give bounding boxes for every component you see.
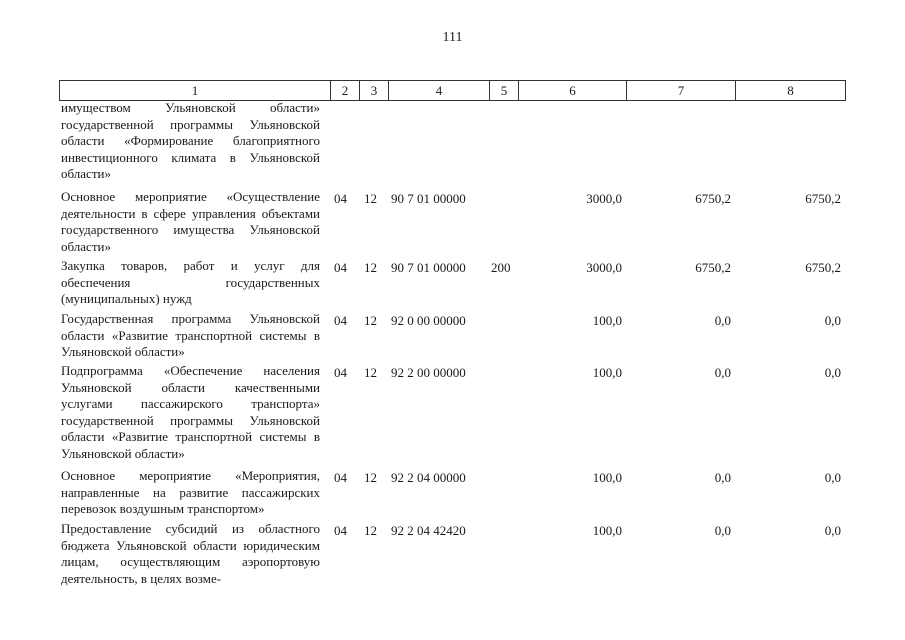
row-description: Подпрограмма «Обеспечение населения Ульяновской области качественными услугами пассажирского транспорта» государственной программы Ульяновской области «Развитие транспортной системы в Ульяновской области» (61, 363, 320, 461)
row-expense-type: 200 (491, 260, 511, 275)
row-description: Государственная программа Ульяновской области «Развитие транспортной системы в Ульяновской области» (61, 311, 320, 359)
row-amount-1: 3000,0 (586, 260, 622, 275)
row-section: 04 (334, 470, 347, 485)
row-target-code: 92 2 04 00000 (391, 470, 466, 485)
row-description: Основное мероприятие «Мероприятия, направленные на развитие пассажирских перевозок воздушным транспортом» (61, 468, 320, 516)
page-number: 111 (442, 30, 463, 45)
row-amount-3: 6750,2 (805, 191, 841, 206)
row-amount-2: 0,0 (714, 523, 731, 538)
header-col-2: 2 (331, 81, 360, 100)
row-amount-3: 6750,2 (805, 260, 841, 275)
row-section: 04 (334, 260, 347, 275)
row-amount-3: 0,0 (824, 365, 841, 380)
row-amount-1: 100,0 (592, 313, 622, 328)
row-target-code: 92 0 00 00000 (391, 313, 466, 328)
row-target-code: 92 2 04 42420 (391, 523, 466, 538)
row-section: 04 (334, 523, 347, 538)
row-subsection: 12 (364, 191, 377, 206)
row-target-code: 92 2 00 00000 (391, 365, 466, 380)
row-section: 04 (334, 313, 347, 328)
row-amount-3: 0,0 (824, 470, 841, 485)
row-subsection: 12 (364, 313, 377, 328)
header-col-6: 6 (519, 81, 627, 100)
row-amount-1: 3000,0 (586, 191, 622, 206)
row-subsection: 12 (364, 523, 377, 538)
row-amount-2: 0,0 (714, 365, 731, 380)
row-target-code: 90 7 01 00000 (391, 191, 466, 206)
row-description: Закупка товаров, работ и услуг для обеспечения государственных (муниципальных) нужд (61, 258, 320, 306)
header-col-7: 7 (627, 81, 736, 100)
row-subsection: 12 (364, 260, 377, 275)
row-target-code: 90 7 01 00000 (391, 260, 466, 275)
row-subsection: 12 (364, 470, 377, 485)
row-amount-2: 0,0 (714, 470, 731, 485)
header-col-3: 3 (360, 81, 389, 100)
row-description: имуществом Ульяновской области» государственной программы Ульяновской области «Формирование благоприятного инвестиционного климата в Ульяновской области» (61, 100, 320, 181)
row-amount-1: 100,0 (592, 365, 622, 380)
header-col-8: 8 (787, 83, 794, 98)
table-header (59, 80, 846, 101)
header-col-4: 4 (389, 81, 490, 100)
row-subsection: 12 (364, 365, 377, 380)
row-amount-3: 0,0 (824, 313, 841, 328)
row-amount-3: 0,0 (824, 523, 841, 538)
row-amount-2: 6750,2 (695, 191, 731, 206)
row-description: Основное мероприятие «Осуществление деятельности в сфере управления объектами государственного имущества Ульяновской области» (61, 189, 320, 254)
row-section: 04 (334, 191, 347, 206)
header-col-5: 5 (490, 81, 519, 100)
row-amount-2: 0,0 (714, 313, 731, 328)
row-amount-1: 100,0 (592, 523, 622, 538)
row-description: Предоставление субсидий из областного бюджета Ульяновской области юридическим лицам, осуществляющим аэропортовую деятельность, в целях возме- (61, 521, 320, 586)
row-section: 04 (334, 365, 347, 380)
header-col-1: 1 (60, 81, 331, 100)
row-amount-2: 6750,2 (695, 260, 731, 275)
row-amount-1: 100,0 (592, 470, 622, 485)
